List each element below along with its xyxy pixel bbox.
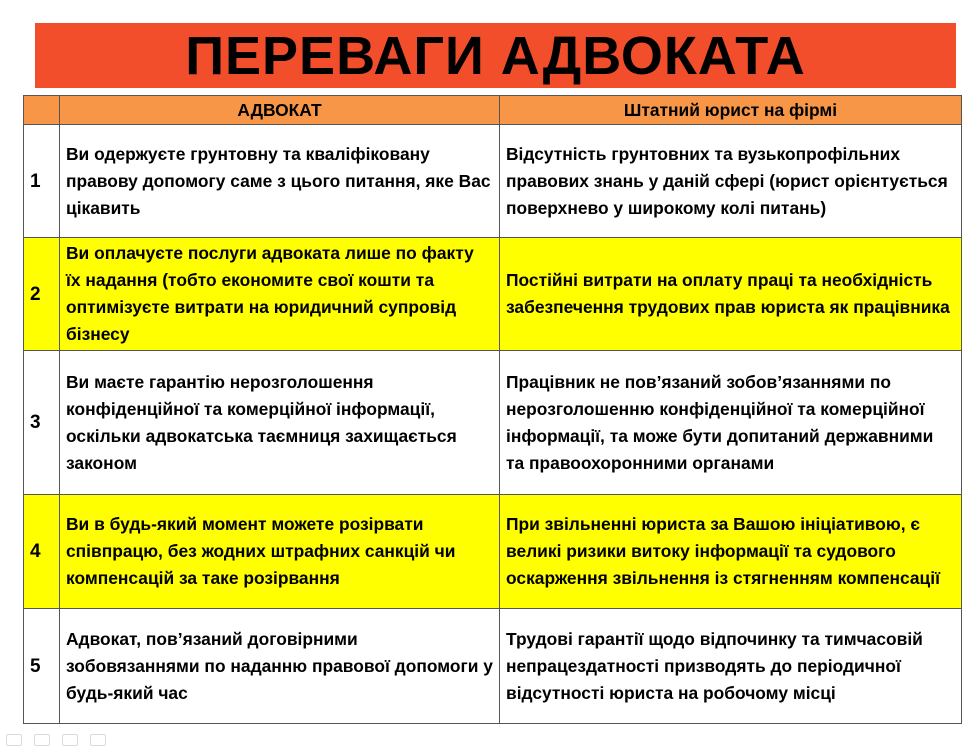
advocate-cell: Ви одержуєте грунтовну та кваліфіковану правову допомогу саме з цього питання, яке Вас цікавить: [60, 125, 500, 238]
advocate-cell: Ви маєте гарантію нерозголошення конфіденційної та комерційної інформації, оскільки адвокатська таємниця захищається законом: [60, 351, 500, 495]
page-title: ПЕРЕВАГИ АДВОКАТА: [185, 25, 806, 86]
advocate-cell: Адвокат, пов’язаний договірними зобовязаннями по наданню правової допомоги у будь-який час: [60, 609, 500, 724]
header-advocate: АДВОКАТ: [60, 96, 500, 125]
advocate-cell: Ви в будь-який момент можете розірвати співпрацю, без жодних штрафних санкцій чи компенсацій за таке розірвання: [60, 495, 500, 609]
next-slide-icon[interactable]: [90, 734, 106, 746]
advocate-cell: Ви оплачуєте послуги адвоката лише по факту їх надання (тобто економите свої кошти та оптимізуєте витрати на юридичний супровід бізнесу: [60, 238, 500, 351]
header-lawyer: Штатний юрист на фірмі: [500, 96, 962, 125]
lawyer-cell: Постійні витрати на оплату праці та необхідність забезпечення трудових прав юриста як працівника: [500, 238, 962, 351]
table-row: [24, 238, 962, 351]
row-number: 1: [24, 125, 60, 238]
row-number: 5: [24, 609, 60, 724]
slide-controls: [6, 733, 116, 746]
pen-icon[interactable]: [34, 734, 50, 746]
table-row: [24, 351, 962, 495]
table-row: [24, 495, 962, 609]
previous-slide-icon[interactable]: [6, 734, 22, 746]
table-row: [24, 125, 962, 238]
title-banner: [35, 23, 956, 88]
row-number: 2: [24, 238, 60, 351]
table-row: [24, 609, 962, 724]
header-number: [24, 96, 60, 125]
table-header-row: [24, 96, 962, 125]
row-number: 3: [24, 351, 60, 495]
row-number: 4: [24, 495, 60, 609]
lawyer-cell: Відсутність грунтовних та вузькопрофільних правових знань у даній сфері (юрист орієнтується поверхнево у широкому колі питань): [500, 125, 962, 238]
menu-icon[interactable]: [62, 734, 78, 746]
lawyer-cell: Трудові гарантії щодо відпочинку та тимчасовій непрацездатності призводять до періодичної відсутності юриста на робочому місці: [500, 609, 962, 724]
lawyer-cell: При звільненні юриста за Вашою ініціативою, є великі ризики витоку інформації та судового оскарження звільнення із стягненням компенсації: [500, 495, 962, 609]
comparison-table: [23, 95, 962, 724]
lawyer-cell: Працівник не пов’язаний зобов’язаннями по нерозголошенню конфіденційної та комерційної інформації, та може бути допитаний державними та правоохоронними органами: [500, 351, 962, 495]
